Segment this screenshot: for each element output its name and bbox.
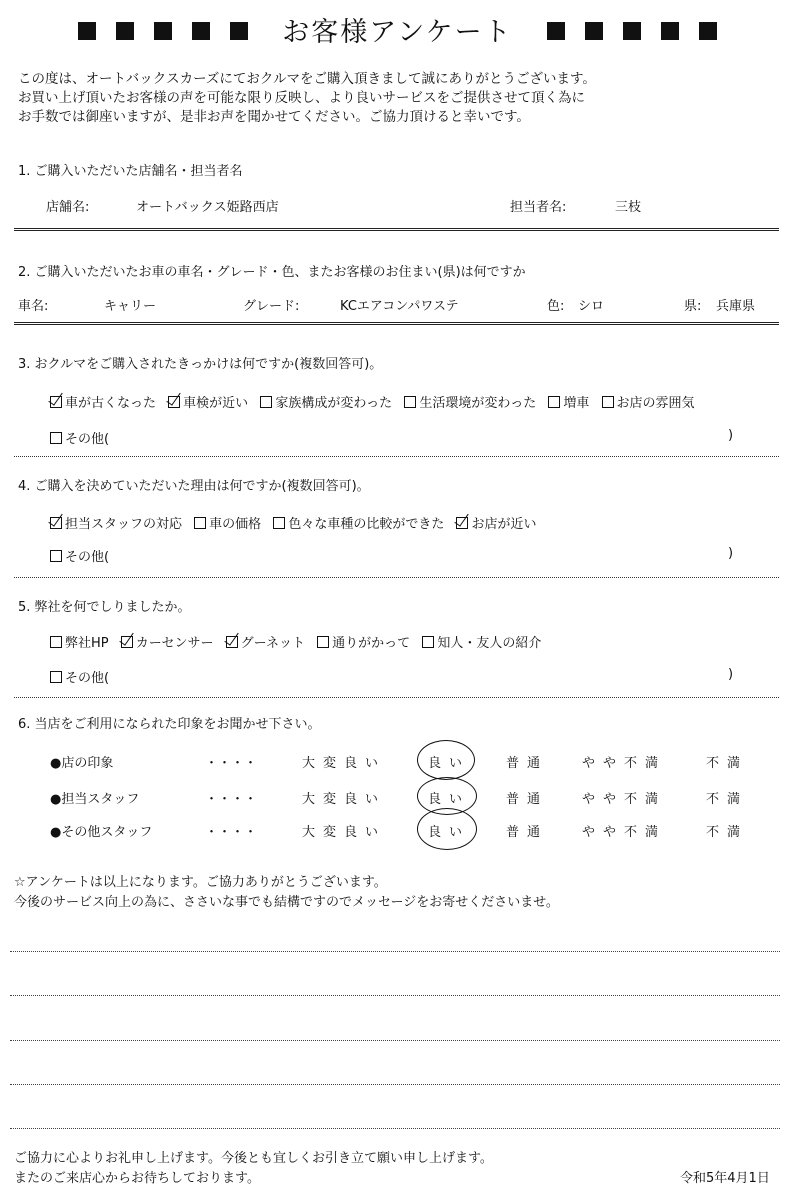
rating-option-selected[interactable]: 良い bbox=[428, 825, 471, 840]
q4-option[interactable]: 車の価格 bbox=[194, 513, 261, 532]
q3-option[interactable]: お店の雰囲気 bbox=[602, 392, 695, 411]
title-squares-right bbox=[537, 14, 727, 45]
q3-options bbox=[50, 392, 703, 411]
q4-other-close: ) bbox=[728, 546, 734, 561]
q2-divider bbox=[14, 322, 779, 325]
rating-option-selected[interactable]: 良い bbox=[428, 756, 471, 771]
q1-store-label: 店舗名: bbox=[46, 200, 90, 215]
q2-color-label: 色: bbox=[547, 299, 565, 314]
q3-option[interactable]: 増車 bbox=[548, 392, 589, 411]
page-title bbox=[0, 10, 795, 49]
q1-store-value[interactable]: オートバックス姫路西店 bbox=[136, 200, 279, 215]
q2-pref-value[interactable]: 兵庫県 bbox=[716, 299, 756, 314]
q5-option[interactable]: グーネット bbox=[226, 632, 305, 651]
message-line[interactable] bbox=[10, 951, 780, 952]
checkbox-icon[interactable] bbox=[50, 550, 62, 562]
footer-line: ご協力に心よりお礼申し上げます。今後とも宜しくお引き立て願い申し上げます。 bbox=[14, 1151, 493, 1166]
q2-car-value[interactable]: キャリー bbox=[104, 299, 157, 314]
message-line[interactable] bbox=[10, 995, 780, 996]
checkbox-checked-icon[interactable] bbox=[121, 636, 133, 648]
closing-note-line: 今後のサービス向上の為に、ささいな事でも結構ですのでメッセージをお寄せくださいませ。 bbox=[14, 895, 559, 910]
checkbox-icon[interactable] bbox=[50, 636, 62, 648]
checkbox-checked-icon[interactable] bbox=[456, 517, 468, 529]
checkbox-icon[interactable] bbox=[260, 396, 272, 408]
checkbox-icon[interactable] bbox=[194, 517, 206, 529]
rating-option[interactable]: 不満 bbox=[706, 756, 749, 771]
selection-circle bbox=[417, 808, 477, 850]
rating-option[interactable]: 不満 bbox=[706, 825, 749, 840]
q2-question: 2. ご購入いただいたお車の車名・グレード・色、またお客様のお住まい(県)は何ですか bbox=[18, 265, 526, 280]
selection-circle bbox=[417, 740, 475, 780]
q6-row-dots: ・・・・ bbox=[205, 825, 258, 840]
checkbox-checked-icon[interactable] bbox=[50, 517, 62, 529]
q4-other[interactable]: その他( bbox=[50, 546, 109, 565]
q5-other[interactable]: その他( bbox=[50, 667, 109, 686]
checkbox-icon[interactable] bbox=[50, 671, 62, 683]
q5-other-close: ) bbox=[728, 667, 734, 682]
q6-row-label: ●担当スタッフ bbox=[50, 792, 140, 807]
q1-staff-value[interactable]: 三枝 bbox=[615, 200, 642, 215]
q5-option[interactable]: 弊社HP bbox=[50, 632, 109, 651]
title-squares-left bbox=[68, 14, 258, 45]
intro-text bbox=[18, 70, 778, 127]
q4-question: 4. ご購入を決めていただいた理由は何ですか(複数回答可)。 bbox=[18, 479, 370, 494]
q4-option[interactable]: 色々な車種の比較ができた bbox=[273, 513, 444, 532]
q3-option[interactable]: 家族構成が変わった bbox=[260, 392, 392, 411]
checkbox-icon[interactable] bbox=[548, 396, 560, 408]
q3-option[interactable]: 車検が近い bbox=[168, 392, 248, 411]
q5-divider bbox=[14, 697, 779, 698]
rating-option[interactable]: 普通 bbox=[506, 825, 549, 840]
q2-car-label: 車名: bbox=[18, 299, 49, 314]
message-line[interactable] bbox=[10, 1040, 780, 1041]
q3-question: 3. おクルマをご購入されたきっかけは何ですか(複数回答可)。 bbox=[18, 357, 383, 372]
checkbox-checked-icon[interactable] bbox=[50, 396, 62, 408]
q3-other-close: ) bbox=[728, 428, 734, 443]
q5-option[interactable]: 通りがかって bbox=[317, 632, 410, 651]
q6-row-label: ●その他スタッフ bbox=[50, 825, 153, 840]
rating-option[interactable]: 大変良い bbox=[302, 792, 387, 807]
q5-option[interactable]: カーセンサー bbox=[121, 632, 214, 651]
intro-line: お手数では御座いますが、是非お声を聞かせてください。ご協力頂けると幸いです。 bbox=[18, 109, 530, 125]
q1-question: 1. ご購入いただいた店舗名・担当者名 bbox=[18, 164, 243, 179]
q2-grade-value[interactable]: KCエアコンパワステ bbox=[340, 299, 459, 314]
q2-color-value[interactable]: シロ bbox=[578, 299, 605, 314]
q1-staff-label: 担当者名: bbox=[510, 200, 567, 215]
message-line[interactable] bbox=[10, 1128, 780, 1129]
q4-option[interactable]: お店が近い bbox=[456, 513, 536, 532]
q3-divider bbox=[14, 456, 779, 457]
checkbox-checked-icon[interactable] bbox=[168, 396, 180, 408]
q1-divider bbox=[14, 228, 779, 231]
checkbox-icon[interactable] bbox=[50, 432, 62, 444]
closing-note-line: ☆アンケートは以上になります。ご協力ありがとうございます。 bbox=[14, 875, 387, 890]
rating-option[interactable]: 大変良い bbox=[302, 756, 387, 771]
rating-option[interactable]: 大変良い bbox=[302, 825, 387, 840]
checkbox-icon[interactable] bbox=[422, 636, 434, 648]
q6-row-dots: ・・・・ bbox=[205, 792, 258, 807]
q4-divider bbox=[14, 577, 779, 578]
intro-line: お買い上げ頂いたお客様の声を可能な限り反映し、より良いサービスをご提供させて頂く為に bbox=[18, 90, 585, 106]
rating-option-selected[interactable]: 良い bbox=[428, 792, 471, 807]
rating-option[interactable]: 普通 bbox=[506, 756, 549, 771]
footer-line: またのご来店心からお待ちしております。 bbox=[14, 1171, 260, 1186]
document-date: 令和5年4月1日 bbox=[680, 1171, 770, 1186]
title-text: お客様アンケート bbox=[282, 17, 513, 48]
rating-option[interactable]: やや不満 bbox=[582, 756, 667, 771]
q2-pref-label: 県: bbox=[684, 299, 702, 314]
q3-option[interactable]: 車が古くなった bbox=[50, 392, 156, 411]
q6-row-label: ●店の印象 bbox=[50, 756, 114, 771]
message-line[interactable] bbox=[10, 1084, 780, 1085]
q6-question: 6. 当店をご利用になられた印象をお聞かせ下さい。 bbox=[18, 717, 321, 732]
rating-option[interactable]: 普通 bbox=[506, 792, 549, 807]
rating-option[interactable]: やや不満 bbox=[582, 825, 667, 840]
intro-line: この度は、オートバックスカーズにておクルマをご購入頂きまして誠にありがとうございます。 bbox=[18, 71, 596, 87]
checkbox-checked-icon[interactable] bbox=[226, 636, 238, 648]
q2-grade-label: グレード: bbox=[243, 299, 300, 314]
q4-option[interactable]: 担当スタッフの対応 bbox=[50, 513, 182, 532]
rating-option[interactable]: 不満 bbox=[706, 792, 749, 807]
q3-other[interactable]: その他( bbox=[50, 428, 109, 447]
q3-option[interactable]: 生活環境が変わった bbox=[404, 392, 536, 411]
checkbox-icon[interactable] bbox=[404, 396, 416, 408]
q4-options bbox=[50, 513, 544, 532]
checkbox-icon[interactable] bbox=[273, 517, 285, 529]
checkbox-icon[interactable] bbox=[317, 636, 329, 648]
q6-row-dots: ・・・・ bbox=[205, 756, 258, 771]
rating-option[interactable]: やや不満 bbox=[582, 792, 667, 807]
q5-question: 5. 弊社を何でしりましたか。 bbox=[18, 600, 191, 615]
q5-options bbox=[50, 632, 549, 651]
checkbox-icon[interactable] bbox=[602, 396, 614, 408]
q5-option[interactable]: 知人・友人の紹介 bbox=[422, 632, 541, 651]
